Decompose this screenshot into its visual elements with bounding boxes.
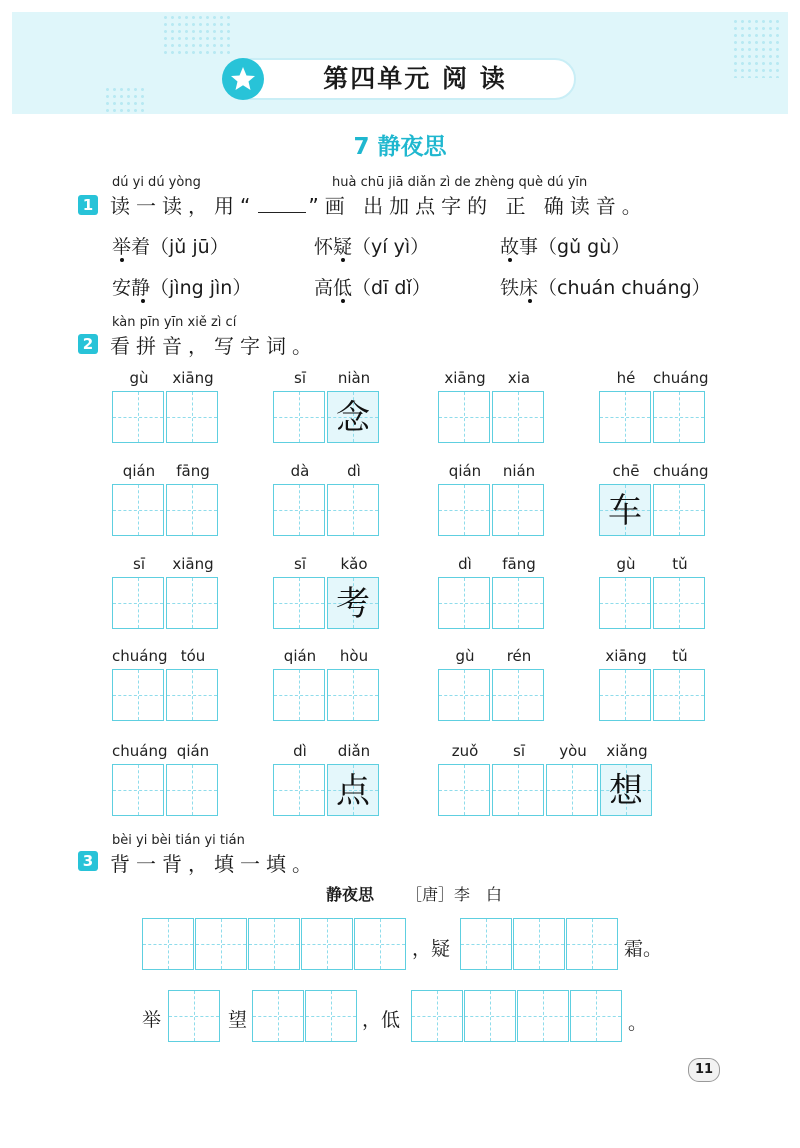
writing-grid-cell[interactable]: [112, 669, 164, 721]
q1-pinyin-2: huà chū jiā diǎn zì de zhèng què dú yīn: [332, 175, 588, 190]
grid-pinyin: yòu: [559, 742, 587, 760]
grid-char: 想: [609, 771, 643, 811]
poem-line1-end: 霜。: [624, 938, 663, 960]
q1-item-options: （chuán chuáng）: [538, 277, 711, 299]
grid-pinyin: sī: [133, 555, 145, 573]
q3-instruction: 背一背，填一填。: [110, 852, 318, 876]
grid-pinyin: fāng: [502, 555, 536, 573]
poem-writing-cell[interactable]: [570, 990, 622, 1042]
writing-grid-cell[interactable]: [327, 669, 379, 721]
grid-pinyin: sī: [513, 742, 525, 760]
grid-pinyin: dà: [290, 462, 310, 480]
emphasis-dot: [120, 258, 124, 262]
writing-grid-cell[interactable]: [273, 577, 325, 629]
q1-pinyin: dú yi dú yòng: [112, 175, 201, 190]
writing-grid-cell[interactable]: [273, 391, 325, 443]
grid-pinyin: diǎn: [337, 742, 371, 760]
q1-item-options: （gǔ gù）: [538, 236, 631, 258]
poem-writing-cell[interactable]: [464, 990, 516, 1042]
writing-grid-cell[interactable]: [438, 391, 490, 443]
poem-line1-mid: ，疑: [412, 938, 451, 960]
grid-pinyin: chuáng: [112, 742, 168, 760]
poem-line2-mid: 望: [228, 1009, 248, 1031]
writing-grid-cell[interactable]: [166, 669, 218, 721]
q1-item: [314, 273, 431, 300]
q1-item-options: （jìng jìn）: [150, 277, 252, 299]
grid-pinyin: zuǒ: [451, 742, 479, 760]
emphasis-dot: [141, 299, 145, 303]
grid-pinyin: hòu: [339, 647, 369, 665]
q3-pinyin: bèi yi bèi tián yi tián: [112, 833, 245, 848]
writing-grid-cell[interactable]: [273, 764, 325, 816]
emphasis-dot: [341, 299, 345, 303]
writing-grid-cell[interactable]: [492, 484, 544, 536]
poem-line2-end: 。: [628, 1012, 648, 1034]
grid-pinyin: dì: [347, 462, 361, 480]
grid-char: 车: [608, 491, 642, 531]
lesson-title: 7 静夜思: [353, 134, 447, 160]
poem-writing-cell[interactable]: [354, 918, 406, 970]
grid-pinyin: xiāng: [172, 369, 214, 387]
grid-pinyin: fāng: [176, 462, 210, 480]
grid-pinyin: tóu: [180, 647, 206, 665]
q1-item-word: 怀疑: [314, 236, 353, 258]
dot-pattern: [104, 86, 144, 112]
q1-item: [500, 273, 711, 300]
unit-title: 第四单元 阅 读: [323, 64, 507, 93]
writing-grid-cell[interactable]: [599, 391, 651, 443]
q2-pinyin: kàn pīn yīn xiě zì cí: [112, 315, 237, 330]
writing-grid-cell[interactable]: [653, 577, 705, 629]
grid-pinyin: gù: [616, 555, 636, 573]
grid-pinyin: niàn: [337, 369, 371, 387]
poem-writing-cell[interactable]: [517, 990, 569, 1042]
grid-pinyin: gù: [455, 647, 475, 665]
grid-pinyin: xia: [507, 369, 531, 387]
dot-pattern: [732, 18, 780, 78]
q1-instruction: [110, 190, 648, 219]
writing-grid-cell[interactable]: [653, 391, 705, 443]
writing-grid-cell[interactable]: [112, 577, 164, 629]
grid-pinyin: chuáng: [653, 369, 709, 387]
q1-text-b: ”画 出加点字的 正 确读音。: [308, 194, 648, 218]
grid-pinyin: dì: [293, 742, 307, 760]
grid-pinyin: xiāng: [605, 647, 647, 665]
poem-line2-mid2: ，低: [362, 1009, 401, 1031]
writing-grid-cell[interactable]: [492, 669, 544, 721]
writing-grid-cell[interactable]: [438, 669, 490, 721]
grid-char: 考: [336, 584, 370, 624]
writing-grid-cell[interactable]: [112, 764, 164, 816]
writing-grid-cell[interactable]: [546, 764, 598, 816]
grid-pinyin: xiǎng: [606, 742, 648, 760]
poem-writing-cell[interactable]: [195, 918, 247, 970]
writing-grid-cell[interactable]: [600, 764, 652, 816]
writing-grid-cell[interactable]: [492, 391, 544, 443]
grid-pinyin: qián: [448, 462, 482, 480]
grid-pinyin: sī: [294, 369, 306, 387]
writing-grid-cell[interactable]: [653, 484, 705, 536]
grid-pinyin: chuáng: [653, 462, 709, 480]
q1-text-a: 读一读，用“: [110, 194, 257, 218]
poem-line2-start: 举: [142, 1009, 162, 1031]
poem-writing-cell[interactable]: [168, 990, 220, 1042]
grid-pinyin: tǔ: [672, 647, 688, 665]
q1-blank-line: [258, 196, 306, 213]
writing-grid-cell[interactable]: [327, 764, 379, 816]
poem-title: 静夜思: [326, 885, 375, 904]
grid-pinyin: xiāng: [444, 369, 486, 387]
q1-item-word: 铁床: [500, 277, 539, 299]
page-number: 11: [688, 1058, 720, 1082]
writing-grid-cell[interactable]: [327, 391, 379, 443]
grid-char: 点: [336, 771, 370, 811]
poem-writing-cell[interactable]: [566, 918, 618, 970]
grid-pinyin: sī: [294, 555, 306, 573]
writing-grid-cell[interactable]: [166, 764, 218, 816]
q1-item: [500, 232, 630, 259]
poem-author: ［唐］李 白: [406, 885, 503, 904]
writing-grid-cell[interactable]: [599, 577, 651, 629]
poem-writing-cell[interactable]: [248, 918, 300, 970]
q1-item-word: 故事: [500, 236, 539, 258]
poem-writing-cell[interactable]: [411, 990, 463, 1042]
writing-grid-cell[interactable]: [112, 391, 164, 443]
q2-instruction: 看拼音，写字词。: [110, 334, 318, 358]
writing-grid-cell[interactable]: [599, 484, 651, 536]
q3-number-badge: 3: [78, 851, 98, 871]
poem-writing-cell[interactable]: [301, 918, 353, 970]
writing-grid-cell[interactable]: [438, 484, 490, 536]
grid-pinyin: dì: [458, 555, 472, 573]
writing-grid-cell[interactable]: [492, 764, 544, 816]
writing-grid-cell[interactable]: [166, 484, 218, 536]
q2-number-badge: 2: [78, 334, 98, 354]
q1-item-options: （dī dǐ）: [352, 277, 431, 299]
writing-grid-cell[interactable]: [327, 577, 379, 629]
poem-writing-cell[interactable]: [252, 990, 304, 1042]
grid-pinyin: rén: [506, 647, 532, 665]
grid-pinyin: hé: [616, 369, 636, 387]
grid-pinyin: chē: [612, 462, 640, 480]
writing-grid-cell[interactable]: [653, 669, 705, 721]
writing-grid-cell[interactable]: [599, 669, 651, 721]
writing-grid-cell[interactable]: [166, 391, 218, 443]
emphasis-dot: [528, 299, 532, 303]
poem-writing-cell[interactable]: [513, 918, 565, 970]
writing-grid-cell[interactable]: [166, 577, 218, 629]
grid-pinyin: gù: [129, 369, 149, 387]
q1-item-word: 高低: [314, 277, 353, 299]
grid-pinyin: kǎo: [340, 555, 368, 573]
q1-item-options: （jǔ jū）: [150, 236, 229, 258]
emphasis-dot: [341, 258, 345, 262]
writing-grid-cell[interactable]: [273, 484, 325, 536]
q1-number-badge: 1: [78, 195, 98, 215]
poem-writing-cell[interactable]: [460, 918, 512, 970]
dot-pattern: [162, 14, 232, 54]
q1-item-word: 安静: [112, 277, 151, 299]
writing-grid-cell[interactable]: [327, 484, 379, 536]
writing-grid-cell[interactable]: [438, 577, 490, 629]
writing-grid-cell[interactable]: [112, 484, 164, 536]
writing-grid-cell[interactable]: [492, 577, 544, 629]
grid-char: 念: [336, 398, 370, 438]
q1-item: [112, 232, 229, 259]
grid-pinyin: qián: [283, 647, 317, 665]
grid-pinyin: chuáng: [112, 647, 168, 665]
grid-pinyin: tǔ: [672, 555, 688, 573]
writing-grid-cell[interactable]: [438, 764, 490, 816]
grid-pinyin: qián: [122, 462, 156, 480]
poem-writing-cell[interactable]: [305, 990, 357, 1042]
emphasis-dot: [508, 258, 512, 262]
grid-pinyin: xiāng: [172, 555, 214, 573]
grid-pinyin: nián: [502, 462, 536, 480]
writing-grid-cell[interactable]: [273, 669, 325, 721]
grid-pinyin: qián: [176, 742, 210, 760]
q1-item-options: （yí yì）: [352, 236, 430, 258]
q1-item: [112, 273, 251, 300]
poem-writing-cell[interactable]: [142, 918, 194, 970]
star-icon: [222, 58, 264, 100]
q1-item: [314, 232, 429, 259]
q1-item-word: 举着: [112, 236, 151, 258]
